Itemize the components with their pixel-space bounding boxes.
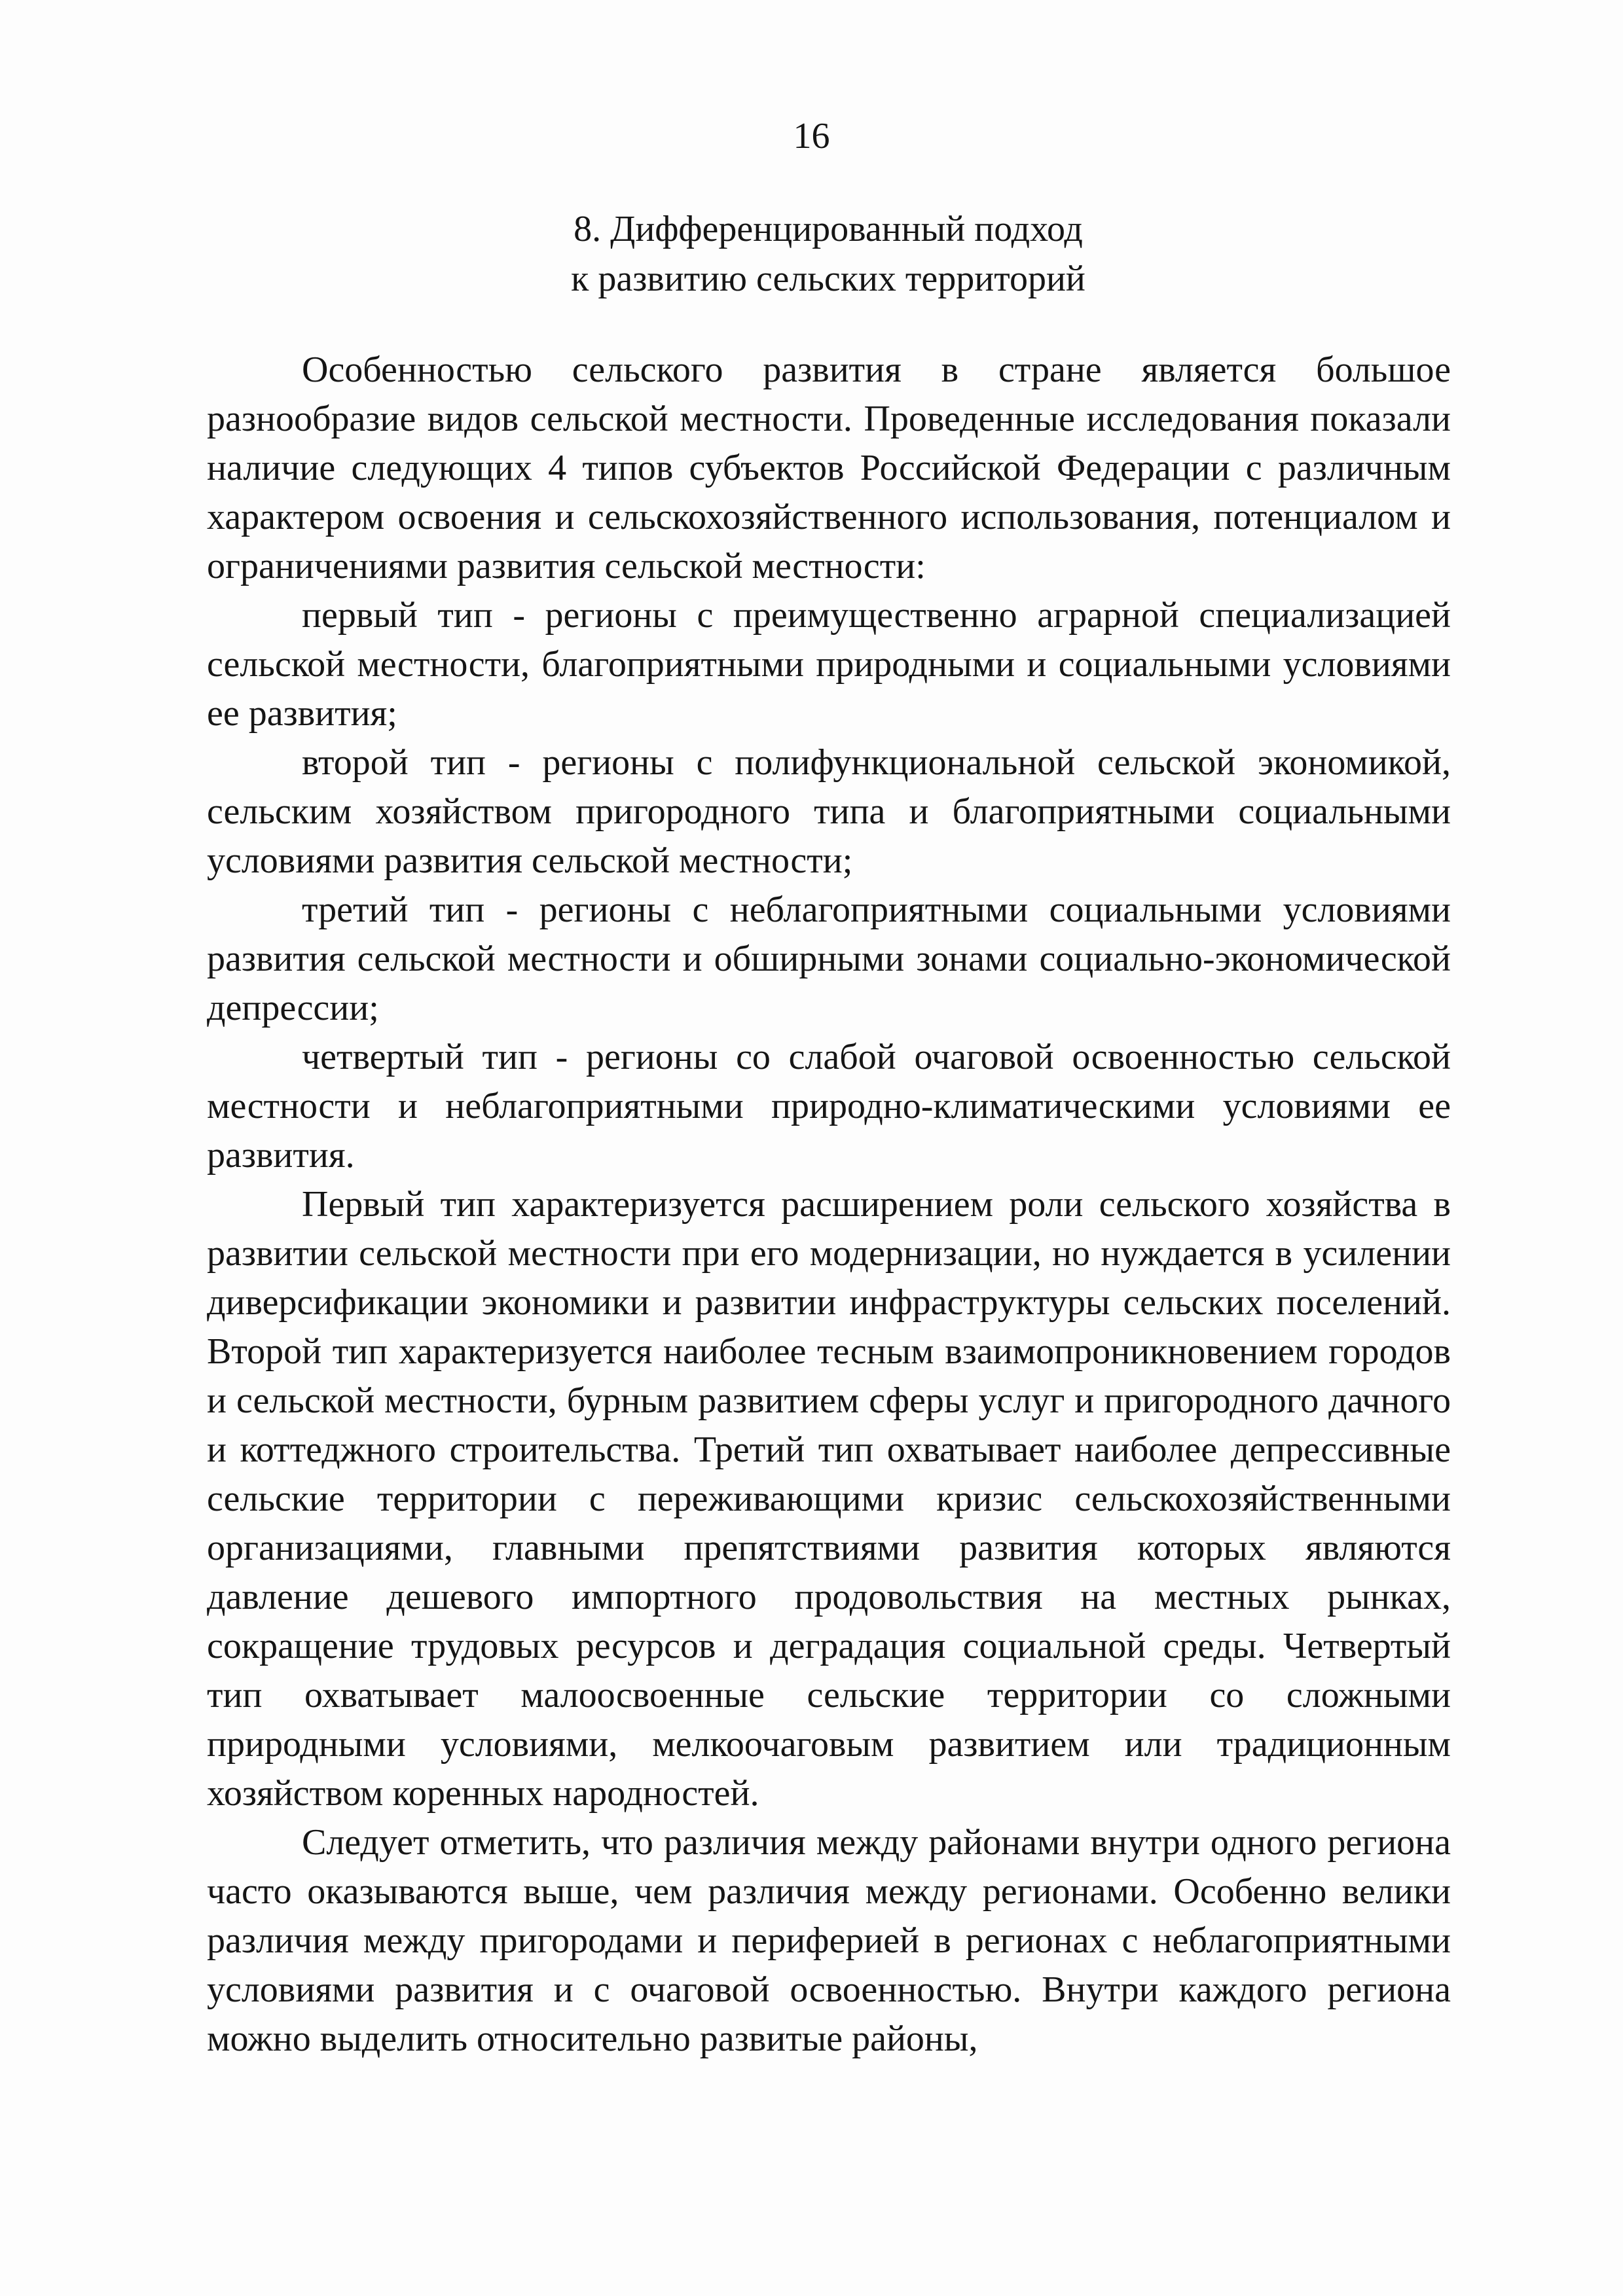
paragraph-type-4: четвертый тип - регионы со слабой очаговой освоенностью сельской местности и неблагоприятными природно-климатическими условиями ее развития.	[207, 1037, 1451, 1175]
section-title-line-2: к развитию сельских территорий	[571, 259, 1085, 299]
paragraph-regional-differences: Следует отметить, что различия между районами внутри одного региона часто оказываются выше, чем различия между регионами. Особенно велики различия между пригородами и периферией в регионах с неблагоприятными условиями развития и с очаговой освоенностью. Внутри каждого региона можно выделить относительно развитые районы,	[207, 1822, 1451, 2059]
paragraph-type-2: второй тип - регионы с полифункциональной сельской экономикой, сельским хозяйством пригородного типа и благоприятными социальными условиями развития сельской местности;	[207, 742, 1451, 881]
section-title	[203, 204, 1453, 304]
page-number: 16	[793, 116, 830, 156]
section-title-line-1: 8. Дифференцированный подход	[574, 209, 1083, 249]
paragraph-type-1: первый тип - регионы с преимущественно аграрной специализацией сельской местности, благоприятными природными и социальными условиями ее развития;	[207, 595, 1451, 734]
paragraph-intro: Особенностью сельского развития в стране является большое разнообразие видов сельской местности. Проведенные исследования показали наличие следующих 4 типов субъектов Российской Федерации с различным характером освоения и сельскохозяйственного использования, потенциалом и ограничениями развития сельской местности:	[207, 350, 1451, 586]
paragraph-types-description: Первый тип характеризуется расширением роли сельского хозяйства в развитии сельской местности при его модернизации, но нуждается в усилении диверсификации экономики и развитии инфраструктуры сельских поселений. Второй тип характеризуется наиболее тесным взаимопроникновением городов и сельской местности, бурным развитием сферы услуг и пригородного дачного и коттеджного строительства. Третий тип охватывает наиболее депрессивные сельские территории с переживающими кризис сельскохозяйственными организациями, главными препятствиями развития которых являются давление дешевого импортного продовольствия на местных рынках, сокращение трудовых ресурсов и деградация социальной среды. Четвертый тип охватывает малоосвоенные сельские территории со сложными природными условиями, мелкоочаговым развитием или традиционным хозяйством коренных народностей.	[207, 1184, 1451, 1814]
paragraph-type-3: третий тип - регионы с неблагоприятными социальными условиями развития сельской местности и обширными зонами социально-экономической депрессии;	[207, 889, 1451, 1028]
document-body	[207, 346, 1451, 2064]
